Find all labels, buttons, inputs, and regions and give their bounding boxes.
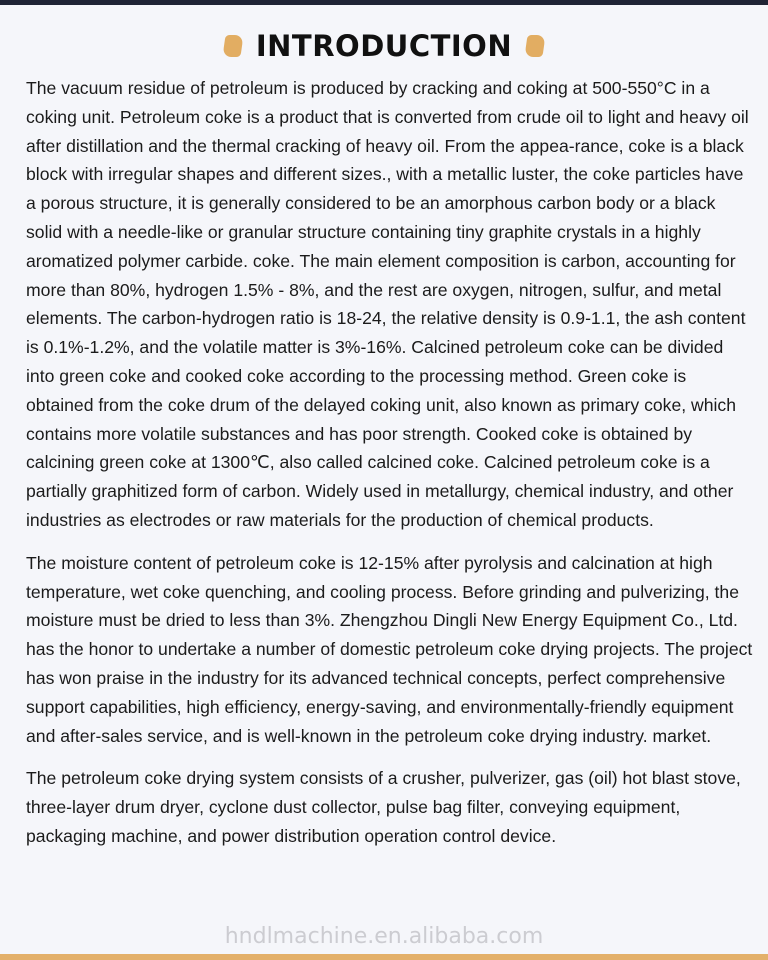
left-decoration-icon [222,35,243,57]
heading-title: INTRODUCTION [255,29,513,63]
section-heading [0,24,768,68]
paragraph-2: The moisture content of petroleum coke is 12-15% after pyrolysis and calcination at high temperature, wet coke quenching, and cooling process. Before grinding and pulverizing, the moisture must be dried to less than 3%. Zhengzhou Dingli New Energy Equipment Co., Ltd. has the honor to undertake a number of domestic petroleum coke drying projects. The project has won praise in the industry for its advanced technical concepts, perfect comprehensive support capabilities, high efficiency, energy-saving, and environmentally-friendly equipment and after-sales service, and is well-known in the petroleum coke drying industry. market. [26,552,753,746]
intro-body [26,74,756,865]
paragraph-1: The vacuum residue of petroleum is produced by cracking and coking at 500-550°C in a coking unit. Petroleum coke is a product that is converted from crude oil to light and heavy oil after distillation and the thermal cracking of heavy oil. From the appea-rance, coke is a black block with irregular shapes and different sizes., with a metallic luster, the coke particles have a porous structure, it is generally considered to be an amorphous carbon body or a black solid with a needle-like or granular structure containing tiny graphite crystals in a highly aromatized polymer carbide. coke. The main element composition is carbon, accounting for more than 80%, hydrogen 1.5% - 8%, and the rest are oxygen, nitrogen, sulfur, and metal elements. The carbon-hydrogen ratio is 18-24, the relative density is 0.9-1.1, the ash content is 0.1%-1.2%, and the volatile matter is 3%-16%. Calcined petroleum coke can be divided into green coke and cooked coke according to the processing method. Green coke is obtained from the coke drum of the delayed coking unit, also known as primary coke, which contains more volatile substances and has poor strength. Cooked coke is obtained by calcining green coke at 1300℃, also called calcined coke. Calcined petroleum coke is a partially graphitized form of carbon. Widely used in metallurgy, chemical industry, and other industries as electrodes or raw materials for the production of chemical products. [26,78,749,530]
watermark: hndlmachine.en.alibaba.com [224,924,544,949]
bottom-border-bar [0,954,768,960]
paragraph-3: The petroleum coke drying system consists of a crusher, pulverizer, gas (oil) hot blast stove, three-layer drum dryer, cyclone dust collector, pulse bag filter, conveying equipment, packaging machine, and power distribution operation control device. [26,768,741,846]
right-decoration-icon [525,35,546,57]
top-border-bar [0,0,768,5]
